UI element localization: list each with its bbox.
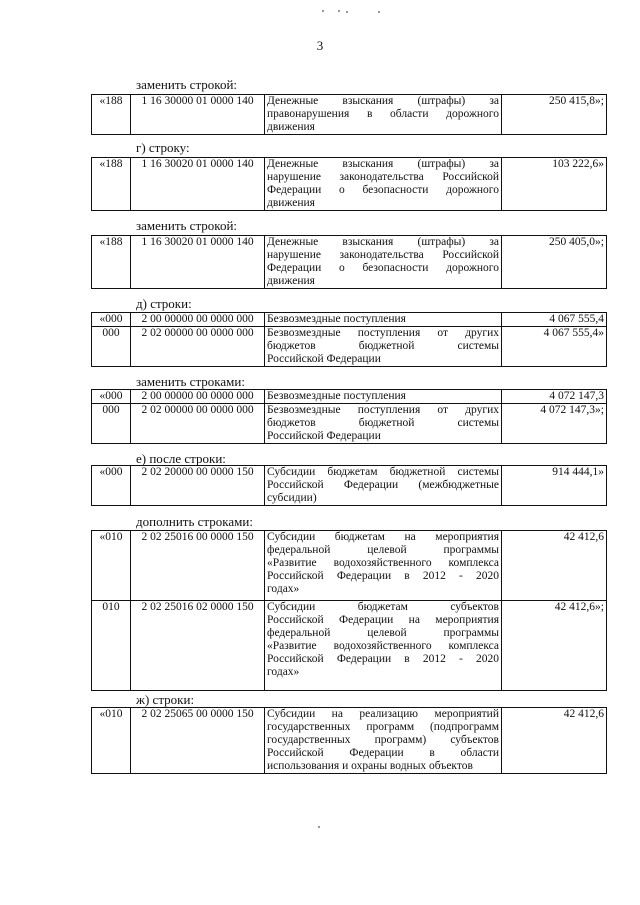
- admin-code: «000: [92, 466, 131, 506]
- classification-code: 2 02 25016 00 0000 150: [131, 531, 265, 601]
- description-line: Российской Федерации в 2012 - 2020: [267, 570, 499, 582]
- admin-code: «000: [92, 313, 131, 327]
- description-line: Субсидии бюджетам субъектов: [267, 601, 499, 613]
- budget-table: [91, 707, 607, 774]
- table-row: [92, 531, 607, 601]
- budget-table: [91, 389, 607, 444]
- table-row: [92, 327, 607, 367]
- description-line: Безвозмездные поступления: [267, 390, 406, 402]
- description-line: Российской Федерации в области: [267, 747, 499, 759]
- admin-code: «188: [92, 236, 131, 289]
- description-line: Федерации о безопасности дорожного: [267, 184, 499, 196]
- amount: 914 444,1»: [502, 466, 607, 506]
- budget-table: [91, 235, 607, 289]
- description: [265, 466, 502, 506]
- admin-code: 000: [92, 327, 131, 367]
- description-line: федеральной целевой программы: [267, 544, 499, 556]
- section-label: заменить строками:: [136, 374, 245, 389]
- classification-code: 2 02 25016 02 0000 150: [131, 601, 265, 691]
- classification-code: 2 00 00000 00 0000 000: [131, 390, 265, 404]
- admin-code: «010: [92, 708, 131, 774]
- amount: 250 405,0»;: [502, 236, 607, 289]
- section-label: заменить строкой:: [136, 77, 238, 92]
- description-line: годах»: [267, 666, 300, 678]
- table-row: [92, 95, 607, 135]
- description-line: бюджетов бюджетной системы: [267, 417, 499, 429]
- description-line: Российской Федерации (межбюджетные: [267, 479, 499, 491]
- page-number: 3: [316, 38, 324, 53]
- description-line: нарушение законодательства Российской: [267, 249, 499, 261]
- scan-speck: [346, 11, 348, 13]
- table-row: [92, 404, 607, 444]
- classification-code: 1 16 30020 01 0000 140: [131, 236, 265, 289]
- description-line: движения: [267, 197, 315, 209]
- description: [265, 531, 502, 601]
- amount: 42 412,6: [502, 531, 607, 601]
- description-line: годах»: [267, 583, 300, 595]
- scan-speck: [378, 11, 380, 13]
- table-row: [92, 601, 607, 691]
- description-line: федеральной целевой программы: [267, 627, 499, 639]
- description-line: движения: [267, 275, 315, 287]
- description-line: Безвозмездные поступления от других: [267, 404, 499, 416]
- description-line: Безвозмездные поступления: [267, 313, 406, 325]
- description-line: Денежные взыскания (штрафы) за: [267, 95, 499, 107]
- description: [265, 390, 502, 404]
- description-line: Денежные взыскания (штрафы) за: [267, 236, 499, 248]
- amount: 4 072 147,3»;: [502, 404, 607, 444]
- section-label: заменить строкой:: [136, 218, 238, 233]
- amount: 250 415,8»;: [502, 95, 607, 135]
- admin-code: «010: [92, 531, 131, 601]
- scan-speck: [322, 10, 324, 12]
- description: [265, 601, 502, 691]
- description-line: Российской Федерации: [267, 353, 381, 365]
- admin-code: «000: [92, 390, 131, 404]
- admin-code: 000: [92, 404, 131, 444]
- section-label: д) строки:: [136, 296, 192, 311]
- description-line: «Развитие водохозяйственного комплекса: [267, 557, 499, 569]
- amount: 4 072 147,3: [502, 390, 607, 404]
- description-line: Федерации о безопасности дорожного: [267, 262, 499, 274]
- description: [265, 236, 502, 289]
- classification-code: 2 02 20000 00 0000 150: [131, 466, 265, 506]
- classification-code: 2 00 00000 00 0000 000: [131, 313, 265, 327]
- classification-code: 2 02 00000 00 0000 000: [131, 327, 265, 367]
- classification-code: 1 16 30020 01 0000 140: [131, 158, 265, 211]
- description: [265, 158, 502, 211]
- description-line: государственных программ) субъектов: [267, 734, 499, 746]
- description-line: Субсидии на реализацию мероприятий: [267, 708, 499, 720]
- table-row: [92, 390, 607, 404]
- table-row: [92, 158, 607, 211]
- table-row: [92, 313, 607, 327]
- section-label: ж) строки:: [136, 692, 195, 707]
- description-line: Российской Федерации: [267, 430, 381, 442]
- description-line: Безвозмездные поступления от других: [267, 327, 499, 339]
- budget-table: [91, 465, 607, 506]
- description-line: правонарушения в области дорожного: [267, 108, 499, 120]
- description: [265, 95, 502, 135]
- amount: 4 067 555,4»: [502, 327, 607, 367]
- section-label: е) после строки:: [136, 451, 226, 466]
- admin-code: 010: [92, 601, 131, 691]
- description: [265, 327, 502, 367]
- description-line: Российской Федерации на мероприятия: [267, 614, 499, 626]
- amount: 42 412,6: [502, 708, 607, 774]
- amount: 103 222,6»: [502, 158, 607, 211]
- amount: 4 067 555,4: [502, 313, 607, 327]
- scan-speck: [338, 10, 340, 12]
- classification-code: 1 16 30000 01 0000 140: [131, 95, 265, 135]
- description-line: Субсидии бюджетам бюджетной системы: [267, 466, 499, 478]
- description-line: Денежные взыскания (штрафы) за: [267, 158, 499, 170]
- amount: 42 412,6»;: [502, 601, 607, 691]
- description: [265, 708, 502, 774]
- description-line: использования и охраны водных объектов: [267, 760, 473, 772]
- scan-speck: [318, 826, 320, 828]
- description-line: движения: [267, 121, 315, 133]
- description-line: Российской Федерации в 2012 - 2020: [267, 653, 499, 665]
- section-label: дополнить строками:: [136, 514, 253, 529]
- description-line: государственных программ (подпрограмм: [267, 721, 499, 733]
- description-line: «Развитие водохозяйственного комплекса: [267, 640, 499, 652]
- table-row: [92, 236, 607, 289]
- admin-code: «188: [92, 95, 131, 135]
- classification-code: 2 02 00000 00 0000 000: [131, 404, 265, 444]
- description-line: бюджетов бюджетной системы: [267, 340, 499, 352]
- description-line: субсидии): [267, 492, 317, 504]
- description: [265, 404, 502, 444]
- admin-code: «188: [92, 158, 131, 211]
- budget-table: [91, 530, 607, 691]
- budget-table: [91, 312, 607, 367]
- description: [265, 313, 502, 327]
- description-line: Субсидии бюджетам на мероприятия: [267, 531, 499, 543]
- table-row: [92, 708, 607, 774]
- budget-table: [91, 94, 607, 135]
- section-label: г) строку:: [136, 140, 190, 155]
- description-line: нарушение законодательства Российской: [267, 171, 499, 183]
- classification-code: 2 02 25065 00 0000 150: [131, 708, 265, 774]
- table-row: [92, 466, 607, 506]
- budget-table: [91, 157, 607, 211]
